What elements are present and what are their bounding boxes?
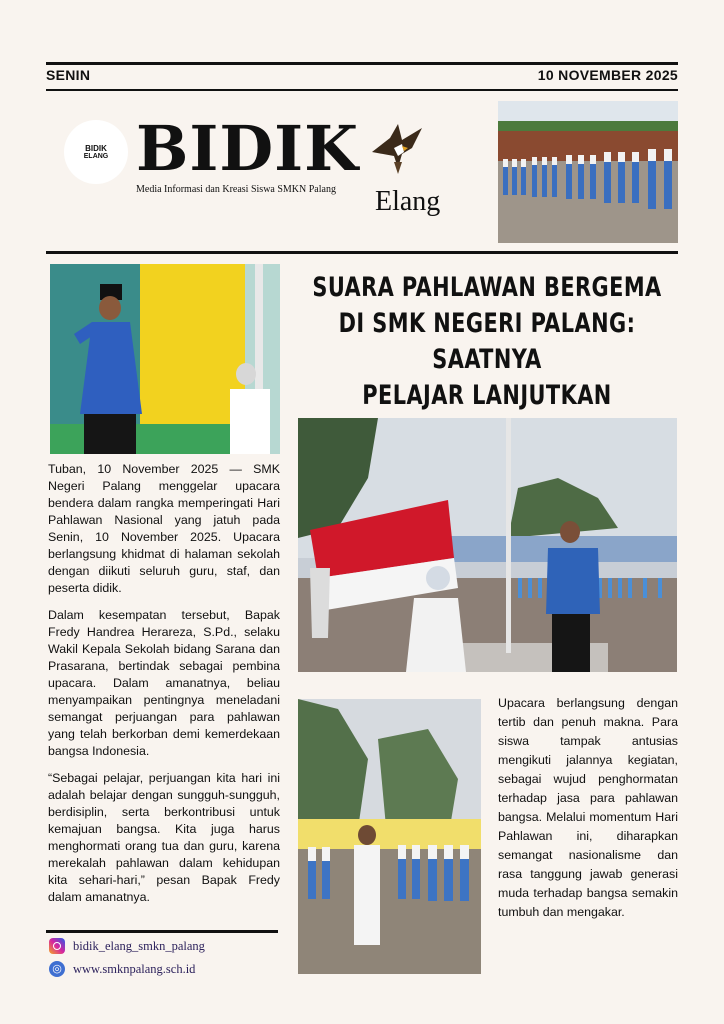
- masthead-subtitle: Elang: [375, 186, 441, 217]
- dateline-rule: [46, 89, 678, 91]
- date-label: 10 NOVEMBER 2025: [537, 67, 678, 83]
- paragraph-closing: Upacara berlangsung dengan tertib dan penuh makna. Para siswa tampak antusias mengikuti jalannya kegiatan, sebagai wujud penghormatan terhadap jasa para pahlawan bangsa. Melalui momentum Hari Pahlawan ini, diharapkan semangat nasionalisme dan rasa tanggung jawab generasi muda terhadap bangsa semakin tumbuh dan mengakar.: [498, 696, 678, 919]
- logo-text-top: BIDIK: [85, 143, 107, 153]
- paragraph-pembina: Dalam kesempatan tersebut, Bapak Fredy Handrea Herareza, S.Pd., selaku Wakil Kepala Sekolah bidang Sarana dan Prasarana, bertindak sebagai pembina upacara. Dalam amanatnya, beliau menyampaikan pentingnya meneladani semangat perjuangan para pahlawan yang telah berkorban demi kemerdekaan bangsa Indonesia.: [48, 608, 280, 758]
- logo-text-bottom: ELANG: [83, 152, 109, 160]
- top-rule: [46, 62, 678, 65]
- masthead-rule: [46, 251, 678, 254]
- eagle-icon: [368, 118, 426, 180]
- instagram-link[interactable]: [49, 938, 205, 954]
- day-label: SENIN: [46, 67, 91, 83]
- school-logo: [64, 120, 128, 184]
- article-body-left: [48, 461, 280, 916]
- paragraph-intro: Tuban, 10 November 2025 — SMK Negeri Palang menggelar upacara bendera dalam rangka memperingati Hari Pahlawan Nasional yang jatuh pada Senin, 10 November 2025. Upacara berlangsung khidmat di halaman sekolah dengan diikuti seluruh guru, staf, dan peserta didik.: [48, 462, 280, 595]
- globe-icon: ◎: [49, 961, 65, 977]
- masthead-tagline: Media Informasi dan Kreasi Siswa SMKN Palang: [136, 184, 336, 195]
- instagram-icon: [49, 938, 65, 954]
- headline-line-3: PELAJAR LANJUTKAN: [362, 380, 612, 411]
- paragraph-quote: “Sebagai pelajar, perjuangan kita hari ini adalah belajar dengan sungguh-sungguh, berdisiplin, serta berkontribusi untuk kemajuan bangsa. Kita juga harus menghormati orang tua dan guru, karena merekalah pahlawan dalam kehidupan kita sehari-hari,” pesan Bapak Fredy dalam amanatnya.: [48, 771, 280, 904]
- photo-students-formation: [298, 699, 481, 974]
- photo-flag-raising: [298, 418, 677, 672]
- article-body-right: [498, 694, 678, 932]
- headline-line-2: DI SMK NEGERI PALANG: SAATNYA: [338, 308, 636, 375]
- footer-rule: [46, 930, 278, 933]
- instagram-handle[interactable]: bidik_elang_smkn_palang: [73, 938, 205, 953]
- headline-line-1: SUARA PAHLAWAN BERGEMA: [312, 272, 662, 303]
- website-url[interactable]: www.smknpalang.sch.id: [73, 961, 196, 976]
- photo-assembly-formation: [498, 101, 678, 243]
- website-link[interactable]: [49, 961, 195, 977]
- photo-pembina-salute: [50, 264, 280, 454]
- masthead-title: BIDIK: [136, 112, 360, 185]
